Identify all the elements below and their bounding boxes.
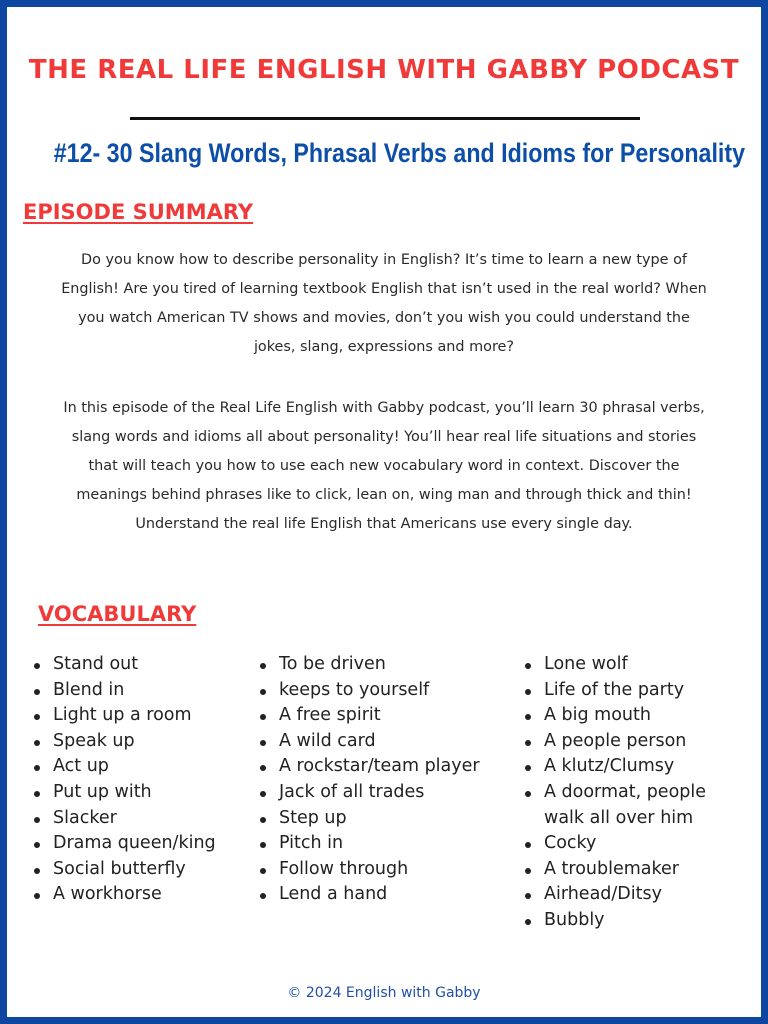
vocabulary-item: Pitch in bbox=[257, 831, 480, 857]
vocabulary-item: Follow through bbox=[257, 857, 480, 883]
vocabulary-item: Blend in bbox=[31, 678, 216, 704]
vocabulary-item: Bubbly bbox=[522, 908, 714, 934]
summary-line: that will teach you how to use each new vocabulary word in context. Discover the bbox=[88, 458, 680, 474]
summary-line: Understand the real life English that Americans use every single day. bbox=[135, 516, 633, 532]
vocabulary-item: Jack of all trades bbox=[257, 780, 480, 806]
vocabulary-item: Lone wolf bbox=[522, 652, 714, 678]
vocabulary-item: keeps to yourself bbox=[257, 678, 480, 704]
summary-line: jokes, slang, expressions and more? bbox=[253, 339, 515, 355]
vocabulary-item: A people person bbox=[522, 729, 714, 755]
summary-line: slang words and idioms all about personality! You’ll hear real life situations and stories bbox=[71, 429, 697, 445]
episode-summary-heading: EPISODE SUMMARY bbox=[23, 200, 254, 224]
summary-line: Do you know how to describe personality in English? It’s time to learn a new type of bbox=[81, 252, 687, 268]
vocabulary-item: Cocky bbox=[522, 831, 714, 857]
title-divider bbox=[130, 117, 640, 120]
vocabulary-item: A klutz/Clumsy bbox=[522, 754, 714, 780]
vocabulary-item: Light up a room bbox=[31, 703, 216, 729]
vocabulary-item: A big mouth bbox=[522, 703, 714, 729]
vocabulary-item: To be driven bbox=[257, 652, 480, 678]
vocabulary-item: Airhead/Ditsy bbox=[522, 882, 714, 908]
summary-paragraph-1 bbox=[38, 246, 730, 362]
vocabulary-item: Lend a hand bbox=[257, 882, 480, 908]
vocabulary-item: Social butterfly bbox=[31, 857, 216, 883]
vocabulary-list-1 bbox=[31, 652, 216, 908]
vocabulary-item: Stand out bbox=[31, 652, 216, 678]
vocabulary-item: Speak up bbox=[31, 729, 216, 755]
summary-line: In this episode of the Real Life English with Gabby podcast, you’ll learn 30 phrasal verbs, bbox=[63, 400, 705, 416]
summary-line: English! Are you tired of learning textbook English that isn’t used in the real world? When bbox=[61, 281, 707, 297]
summary-line: meanings behind phrases like to click, lean on, wing man and through thick and thin! bbox=[76, 487, 692, 503]
vocabulary-item: A doormat, people walk all over him bbox=[522, 780, 714, 831]
summary-paragraph-2 bbox=[38, 394, 730, 539]
vocabulary-item: A workhorse bbox=[31, 882, 216, 908]
vocabulary-item: Slacker bbox=[31, 806, 216, 832]
vocabulary-heading: VOCABULARY bbox=[38, 602, 197, 626]
episode-title: #12- 30 Slang Words, Phrasal Verbs and Idioms for Personality bbox=[53, 138, 746, 168]
vocabulary-item: A free spirit bbox=[257, 703, 480, 729]
copyright-footer: © 2024 English with Gabby bbox=[287, 985, 481, 1001]
vocabulary-item: Life of the party bbox=[522, 678, 714, 704]
vocabulary-item: Put up with bbox=[31, 780, 216, 806]
summary-line: you watch American TV shows and movies, don’t you wish you could understand the bbox=[78, 310, 690, 326]
vocabulary-item: A rockstar/team player bbox=[257, 754, 480, 780]
vocabulary-item: A troublemaker bbox=[522, 857, 714, 883]
vocabulary-list-3 bbox=[522, 652, 714, 934]
vocabulary-item: Drama queen/king bbox=[31, 831, 216, 857]
vocabulary-item: Act up bbox=[31, 754, 216, 780]
vocabulary-list-2 bbox=[257, 652, 480, 908]
vocabulary-item: Step up bbox=[257, 806, 480, 832]
podcast-title: THE REAL LIFE ENGLISH WITH GABBY PODCAST bbox=[28, 55, 740, 85]
vocabulary-item: A wild card bbox=[257, 729, 480, 755]
